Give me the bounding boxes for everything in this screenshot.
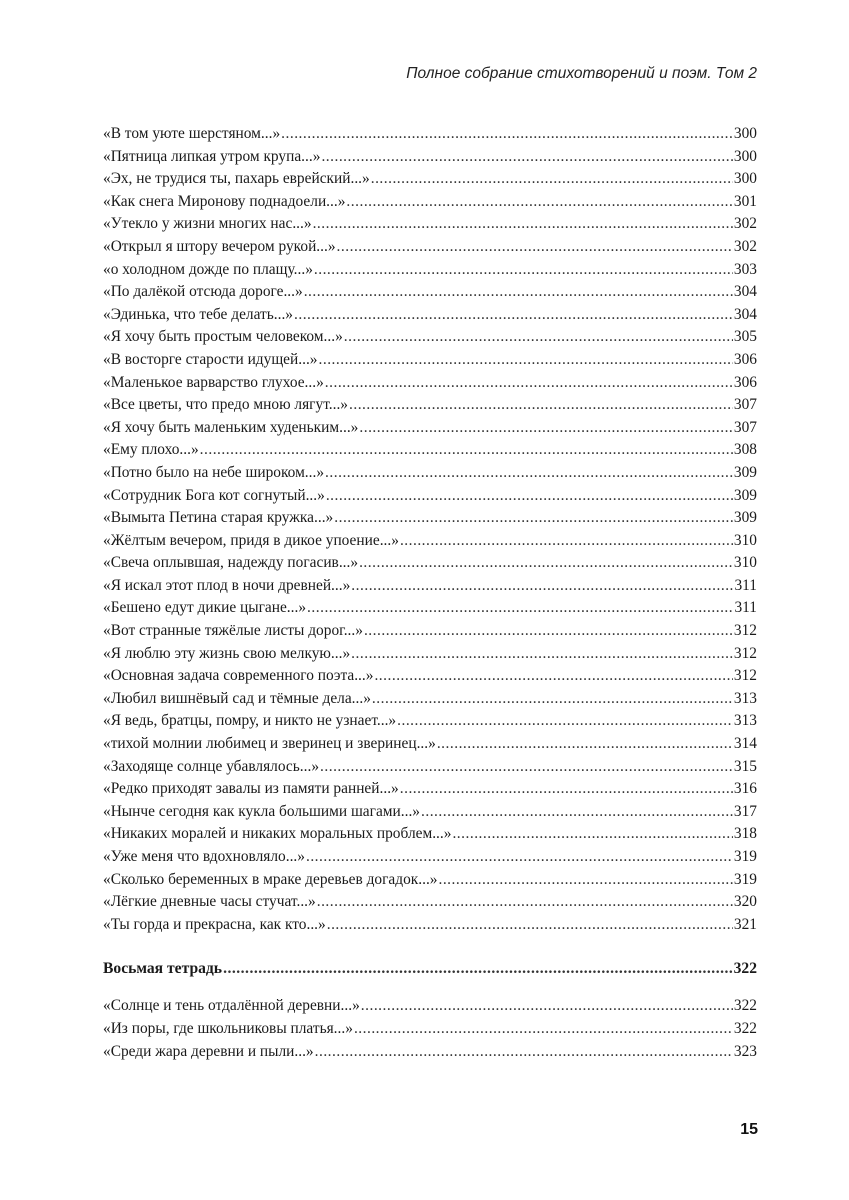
toc-entry [103, 281, 757, 304]
entry-title: «Из поры, где школьниковы платья...» [103, 1019, 353, 1037]
entry-page: 321 [733, 915, 757, 933]
toc-entry [103, 439, 757, 462]
leader-dots [281, 123, 733, 146]
entry-title: «Жёлтым вечером, придя в дикое упоение...» [103, 531, 399, 549]
entry-page: 302 [733, 237, 757, 255]
entry-title: «Заходяще солнце убавлялось...» [103, 757, 320, 775]
running-head: Полное собрание стихотворений и поэм. Том 2 [406, 65, 757, 82]
toc-entry [103, 259, 757, 282]
leader-dots [321, 146, 732, 169]
entry-page: 300 [733, 147, 757, 165]
entry-title: «Эдинька, что тебе делать...» [103, 305, 293, 323]
entry-title: «Никаких моралей и никаких моральных проблем...» [103, 825, 452, 843]
entry-page: 300 [733, 170, 757, 188]
toc-entry [103, 1018, 757, 1041]
toc-entry [103, 733, 757, 756]
entry-page: 310 [733, 554, 757, 572]
toc-entry [103, 326, 757, 349]
entry-title: «Редко приходят завалы из памяти ранней...» [103, 780, 399, 798]
leader-dots [325, 372, 733, 395]
entry-page: 307 [733, 396, 757, 414]
leader-dots [421, 801, 733, 824]
leader-dots [313, 213, 733, 236]
entry-page: 317 [733, 802, 757, 820]
entry-title: «Я искал этот плод в ночи древней...» [103, 576, 351, 594]
toc-entry [103, 643, 757, 666]
entry-page: 309 [733, 486, 757, 504]
leader-dots [327, 914, 733, 937]
toc-entry [103, 146, 757, 169]
toc-entry [103, 891, 757, 914]
toc-entry [103, 191, 757, 214]
entry-title: «Вымыта Петина старая кружка...» [103, 509, 334, 527]
entry-page: 312 [733, 622, 757, 640]
entry-page: 322 [733, 997, 757, 1015]
entry-page: 318 [733, 825, 757, 843]
leader-dots [307, 597, 733, 620]
entry-page: 302 [733, 215, 757, 233]
entry-page: 313 [733, 689, 757, 707]
entry-page: 314 [733, 735, 757, 753]
leader-dots [437, 733, 733, 756]
entry-page: 303 [733, 260, 757, 278]
toc-entry [103, 914, 757, 937]
leader-dots [349, 394, 733, 417]
entry-title: «Ему плохо...» [103, 441, 199, 459]
entry-page: 323 [733, 1042, 757, 1060]
entry-title: «Открыл я штору вечером рукой...» [103, 237, 336, 255]
toc-entry [103, 530, 757, 553]
entry-page: 300 [733, 125, 757, 142]
toc-entry [103, 552, 757, 575]
leader-dots [346, 191, 732, 214]
entry-page: 308 [733, 441, 757, 459]
toc-entry [103, 394, 757, 417]
leader-dots [372, 688, 733, 711]
leader-dots [351, 643, 733, 666]
toc-entry [103, 168, 757, 191]
entry-title: «В том уюте шерстяном...» [103, 125, 281, 142]
toc-entry [103, 778, 757, 801]
entry-title: «Среди жара деревни и пыли...» [103, 1042, 314, 1060]
entry-page: 309 [733, 463, 757, 481]
entry-title: «Эх, не трудися ты, пахарь еврейский...» [103, 170, 370, 188]
entry-title: «о холодном дожде по плащу...» [103, 260, 313, 278]
leader-dots [371, 168, 733, 191]
toc-entry [103, 213, 757, 236]
toc-entry [103, 801, 757, 824]
entry-title: «Свеча оплывшая, надежду погасив...» [103, 554, 359, 572]
leader-dots [334, 507, 733, 530]
entry-title: «Сколько беременных в мраке деревьев догадок...» [103, 870, 438, 888]
leader-dots [438, 869, 732, 892]
leader-dots [315, 1041, 733, 1064]
entry-page: 310 [733, 531, 757, 549]
entry-title: «Я люблю эту жизнь свою мелкую...» [103, 644, 351, 662]
entry-title: «Солнце и тень отдалённой деревни...» [103, 997, 360, 1015]
entry-title: «В восторге старости идущей...» [103, 350, 318, 368]
leader-dots [304, 281, 733, 304]
entry-title: «Нынче сегодня как кукла большими шагами...» [103, 802, 420, 820]
toc-entry [103, 417, 757, 440]
leader-dots [354, 1018, 733, 1041]
entry-page: 311 [734, 576, 757, 594]
entry-title: «Все цветы, что предо мною лягут...» [103, 396, 348, 414]
entry-page: 320 [733, 893, 757, 911]
toc-entry [103, 462, 757, 485]
toc-entry [103, 995, 757, 1018]
entry-title: «Бешено едут дикие цыгане...» [103, 599, 307, 617]
leader-dots [400, 530, 733, 553]
entry-title: «Как снега Миронову поднадоели...» [103, 192, 346, 210]
entry-title: «Я ведь, братцы, помру, и никто не узнает...» [103, 712, 397, 730]
entry-page: 307 [733, 418, 757, 436]
toc-entry [103, 304, 757, 327]
section-title: Восьмая тетрадь [103, 960, 223, 978]
toc-entries [103, 123, 757, 936]
entry-page: 311 [734, 599, 757, 617]
section-heading [103, 957, 757, 981]
entry-page: 312 [733, 667, 757, 685]
leader-dots [359, 552, 733, 575]
leader-dots [200, 439, 733, 462]
toc-entry [103, 236, 757, 259]
entry-title: «Сотрудник Бога кот согнутый...» [103, 486, 325, 504]
table-of-contents [103, 123, 757, 1063]
entry-page: 306 [733, 373, 757, 391]
toc-entry [103, 485, 757, 508]
entry-title: «Потно было на небе широком...» [103, 463, 325, 481]
leader-dots [361, 995, 733, 1018]
toc-entry [103, 710, 757, 733]
entry-page: 305 [733, 328, 757, 346]
entry-title: «тихой молнии любимец и зверинец и зверинец...» [103, 735, 436, 753]
leader-dots [325, 462, 733, 485]
toc-entry [103, 688, 757, 711]
toc-entry [103, 575, 757, 598]
entry-page: 319 [733, 870, 757, 888]
entry-page: 306 [733, 350, 757, 368]
entry-page: 301 [733, 192, 757, 210]
toc-entry [103, 665, 757, 688]
leader-dots [223, 957, 733, 981]
entry-title: «Ты горда и прекрасна, как кто...» [103, 915, 326, 933]
leader-dots [397, 710, 733, 733]
toc-entry [103, 507, 757, 530]
entry-title: «По далёкой отсюда дороге...» [103, 283, 303, 301]
leader-dots [326, 485, 733, 508]
entry-page: 315 [733, 757, 757, 775]
entry-page: 309 [733, 509, 757, 527]
leader-dots [374, 665, 732, 688]
leader-dots [359, 417, 733, 440]
leader-dots [400, 778, 733, 801]
entry-page: 304 [733, 283, 757, 301]
toc-entry [103, 372, 757, 395]
leader-dots [319, 349, 733, 372]
toc-entry [103, 823, 757, 846]
leader-dots [294, 304, 733, 327]
leader-dots [317, 891, 733, 914]
toc-entry [103, 869, 757, 892]
leader-dots [320, 756, 733, 779]
entry-page: 316 [733, 780, 757, 798]
entry-title: «Пятница липкая утром крупа...» [103, 147, 321, 165]
leader-dots [344, 326, 733, 349]
entry-title: «Утекло у жизни многих нас...» [103, 215, 312, 233]
entry-page: 304 [733, 305, 757, 323]
toc-entry [103, 597, 757, 620]
leader-dots [337, 236, 733, 259]
entry-title: «Уже меня что вдохновляло...» [103, 848, 305, 865]
leader-dots [452, 823, 732, 846]
leader-dots [364, 620, 733, 643]
entry-title: «Вот странные тяжёлые листы дорог...» [103, 622, 363, 640]
page-number: 15 [740, 1121, 758, 1138]
leader-dots [306, 846, 733, 869]
toc-entry [103, 620, 757, 643]
toc-entry [103, 756, 757, 779]
entry-title: «Маленькое варварство глухое...» [103, 373, 324, 391]
entry-title: «Любил вишнёвый сад и тёмные дела...» [103, 689, 371, 707]
toc-entry [103, 349, 757, 372]
toc-entry [103, 1041, 757, 1064]
toc-entry [103, 846, 757, 869]
entry-page: 319 [733, 848, 757, 865]
entry-page: 312 [733, 644, 757, 662]
section-page: 322 [733, 960, 757, 978]
entry-title: «Основная задача современного поэта...» [103, 667, 374, 685]
entry-page: 313 [733, 712, 757, 730]
toc-entry [103, 123, 757, 146]
section-entries [103, 995, 757, 1063]
entry-title: «Лёгкие дневные часы стучат...» [103, 893, 316, 911]
entry-title: «Я хочу быть маленьким худеньким...» [103, 418, 359, 436]
leader-dots [314, 259, 733, 282]
leader-dots [351, 575, 733, 598]
entry-page: 322 [733, 1019, 757, 1037]
entry-title: «Я хочу быть простым человеком...» [103, 328, 343, 346]
